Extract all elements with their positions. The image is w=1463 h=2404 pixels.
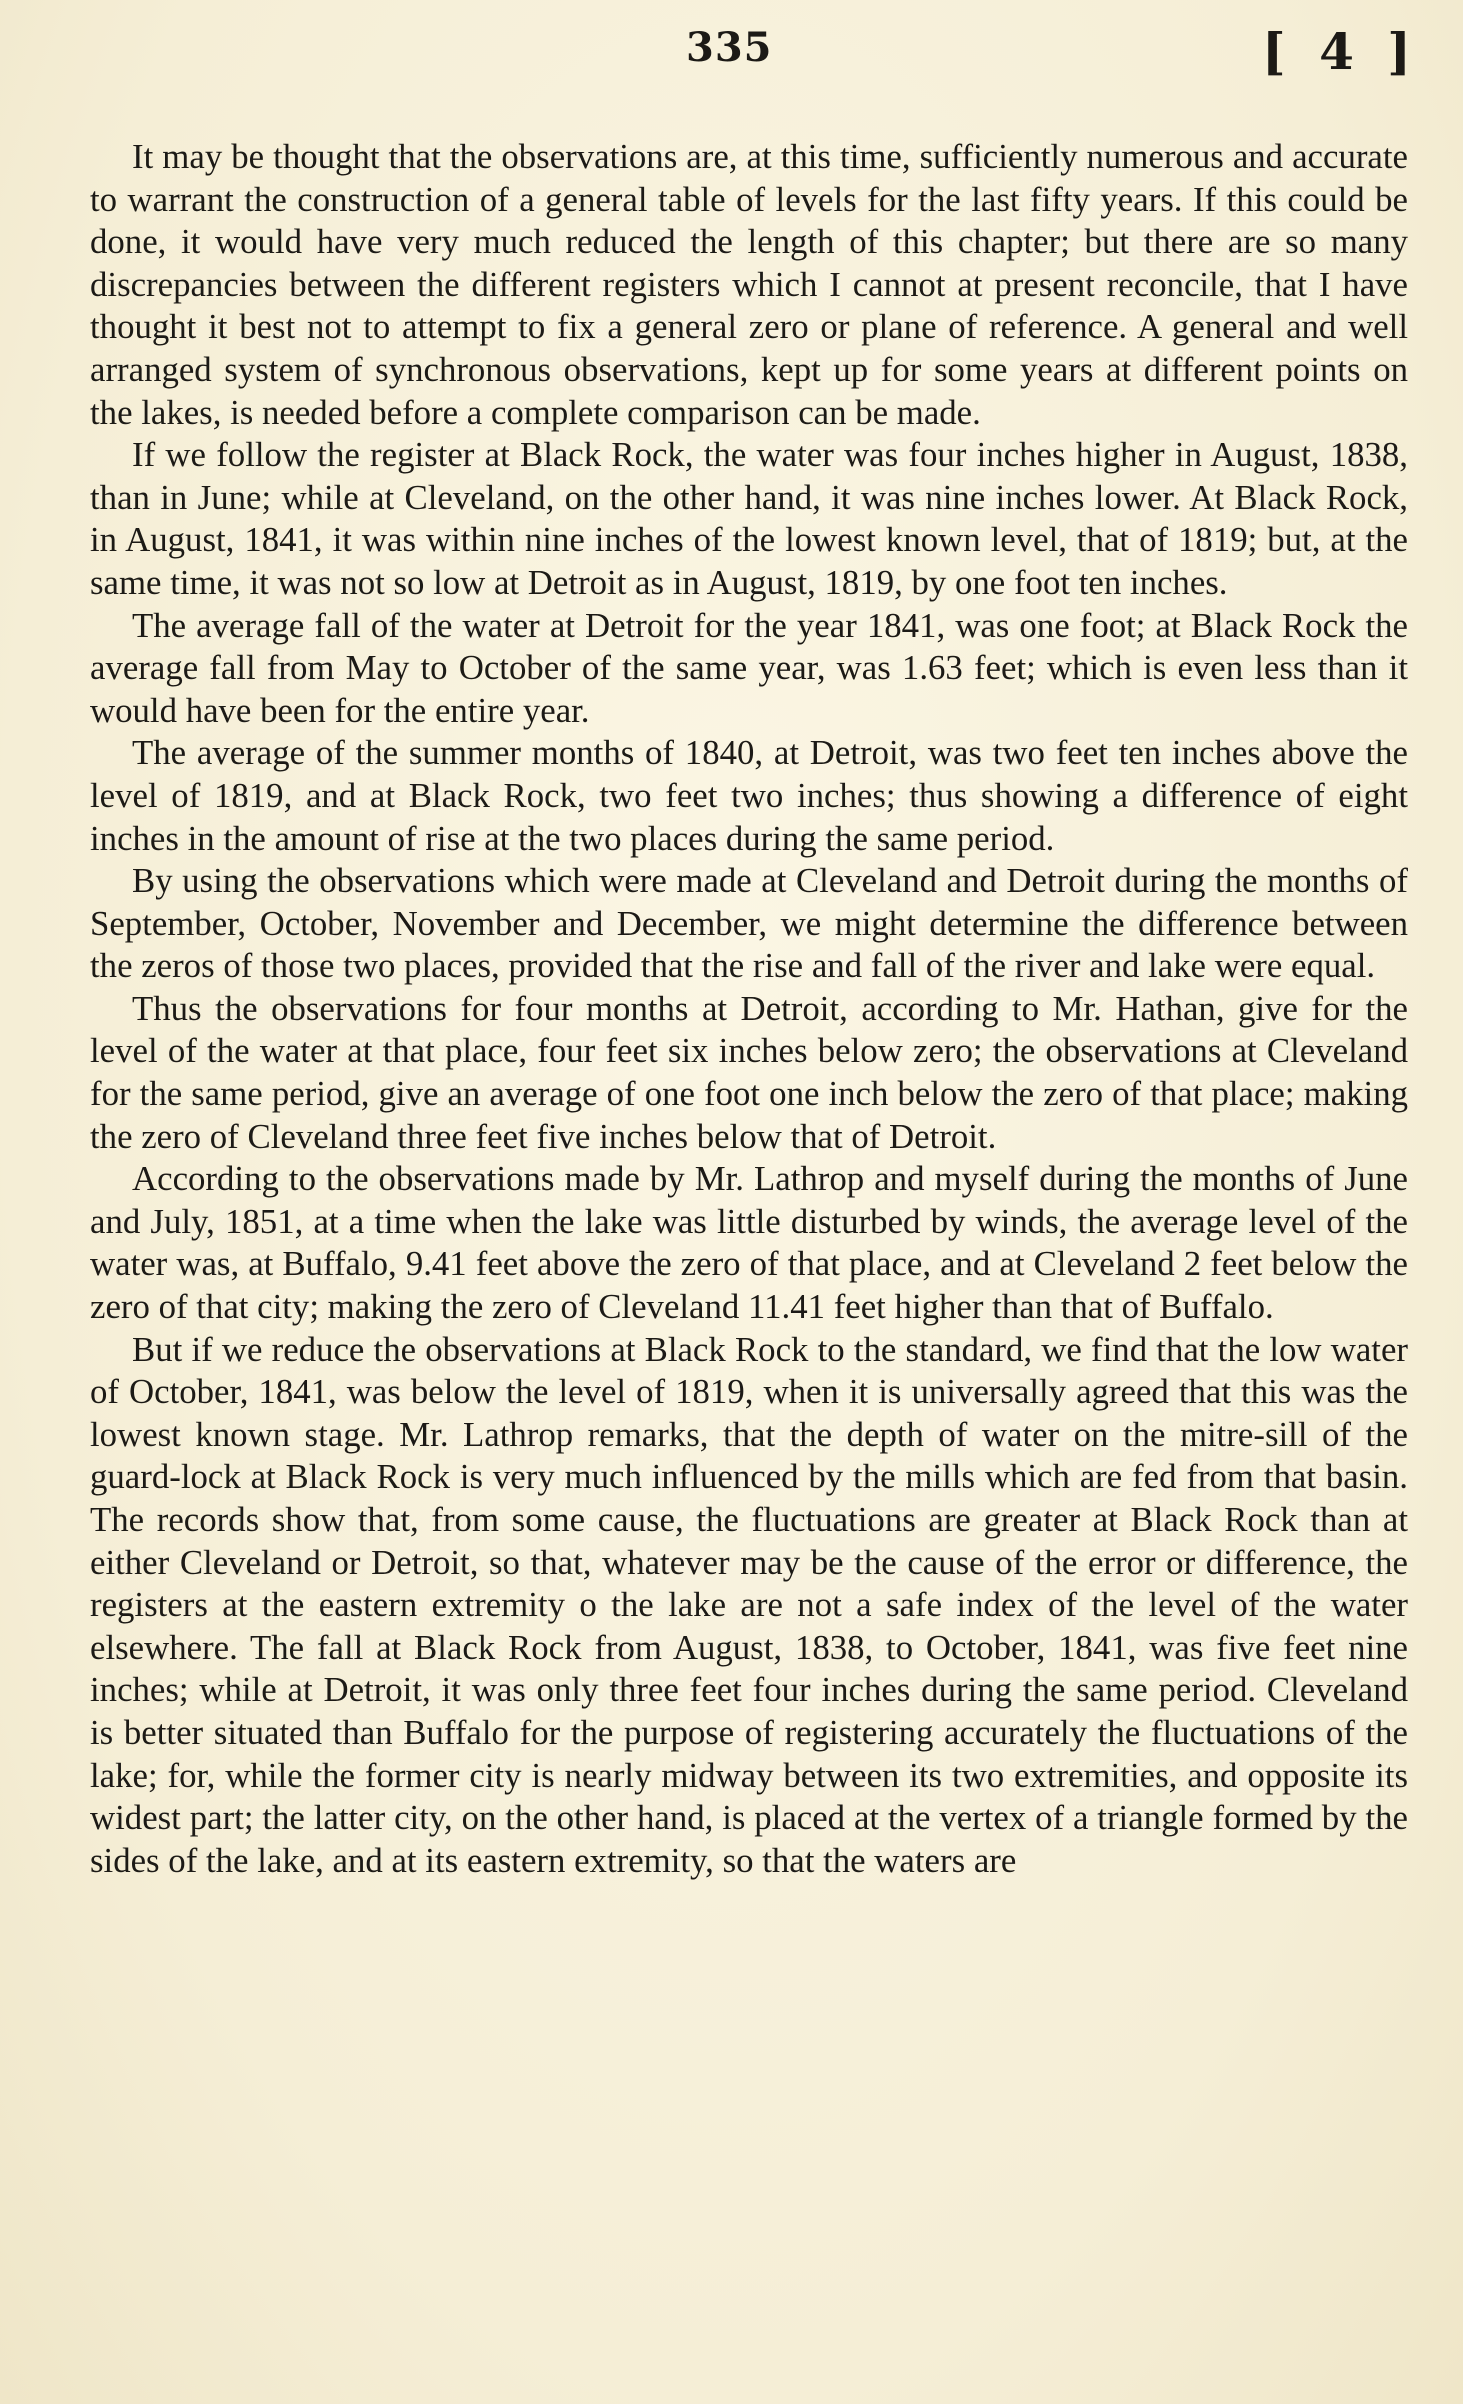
paragraph: According to the observations made by Mr. Lathrop and myself during the months of June and July, 1851, at a time when the lake was little disturbed by winds, the average level of the water was, at Buffalo, 9.41 feet above the zero of that place, and at Cleveland 2 feet below the zero of that city; making the zero of Cleveland 11.41 feet higher than that of Buffalo. <box>90 1159 1408 1327</box>
page-number: 335 <box>686 24 773 71</box>
paragraph: But if we reduce the observations at Black Rock to the standard, we find that the low water of October, 1841, was below the level of 1819, when it is universally agreed that this was the lowest known stage. Mr. Lathrop remarks, that the depth of water on the mitre-sill of the guard-lock at Black Rock is very much influenced by the mills which are fed from that basin. The records show that, from some cause, the fluctuations are greater at Black Rock than at either Cleveland or Detroit, so that, whatever may be the cause of the error or difference, the registers at the eastern extremity o the lake are not a safe index of the level of the water elsewhere. The fall at Black Rock from August, 1838, to October, 1841, was five feet nine inches; while at Detroit, it was only three feet four inches during the same period. Cleveland is better situated than Buffalo for the purpose of registering accurately the fluctuations of the lake; for, while the former city is nearly midway between its two extremities, and opposite its widest part; the latter city, on the other hand, is placed at the vertex of a triangle formed by the sides of the lake, and at its eastern extremity, so that the waters are <box>90 1329 1408 1880</box>
paragraph: The average of the summer months of 1840, at Detroit, was two feet ten inches above the level of 1819, and at Black Rock, two feet two inches; thus showing a difference of eight inches in the amount of rise at the two places during the same period. <box>90 733 1408 858</box>
paragraph: If we follow the register at Black Rock, the water was four inches higher in August, 1838, than in June; while at Cleveland, on the other hand, it was nine inches lower. At Black Rock, in August, 1841, it was within nine inches of the lowest known level, that of 1819; but, at the same time, it was not so low at Detroit as in August, 1819, by one foot ten inches. <box>90 435 1408 602</box>
paragraph: The average fall of the water at Detroit for the year 1841, was one foot; at Black Rock the average fall from May to October of the same year, was 1.63 feet; which is even less than it would have been for the entire year. <box>90 605 1408 730</box>
paragraph: Thus the observations for four months at Detroit, according to Mr. Hathan, give for the level of the water at that place, four feet six inches below zero; the observations at Cleveland for the same period, give an average of one foot one inch below the zero of that place; making the zero of Cleveland three feet five inches below that of Detroit. <box>90 988 1408 1156</box>
body-text <box>90 136 1408 1882</box>
document-number: [ 4 ] <box>1262 22 1419 81</box>
page-header <box>0 18 1463 88</box>
paragraph: By using the observations which were made at Cleveland and Detroit during the months of September, October, November and December, we might determine the difference between the zeros of those two places, provided that the rise and fall of the river and lake were equal. <box>90 861 1408 986</box>
paragraph: It may be thought that the observations are, at this time, sufficiently numerous and accurate to warrant the construction of a general table of levels for the last fifty years. If this could be done, it would have very much reduced the length of this chapter; but there are so many discrepancies between the different registers which I cannot at present reconcile, that I have thought it best not to attempt to fix a general zero or plane of reference. A general and well arranged system of synchronous observations, kept up for some years at different points on the lakes, is needed before a complete comparison can be made. <box>90 137 1408 432</box>
